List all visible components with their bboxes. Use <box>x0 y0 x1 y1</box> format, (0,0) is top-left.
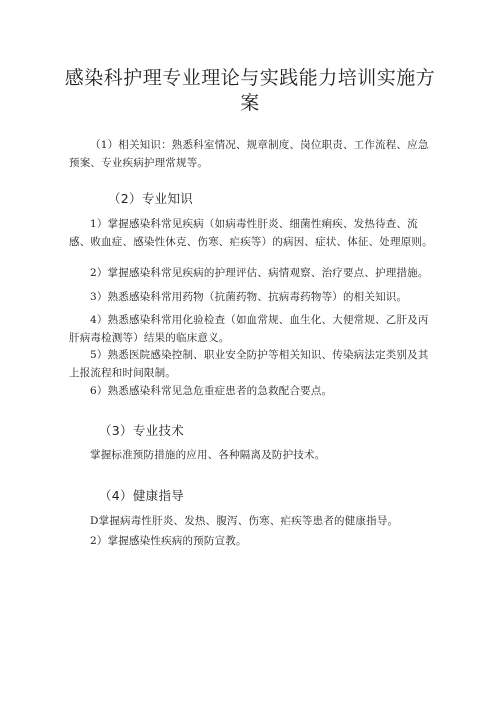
section4-item-2: 2）掌握感染性疾病的预防宣教。 <box>90 535 247 547</box>
section2-heading: （2）专业知识 <box>108 191 194 206</box>
section3-heading: （3）专业技术 <box>99 423 185 438</box>
section2-item-6: 6）熟悉感染科常见急危重症患者的急救配合要点。 <box>90 385 333 397</box>
section1-text: （1）相关知识：熟悉科室情况、规章制度、岗位职责、工作流程、应急预案、专业疾病护理常规等。 <box>69 139 429 169</box>
section4-item-1: D掌握病毒性肝炎、发热、腹泻、伤寒、疟疾等患者的健康指导。 <box>90 515 399 527</box>
section3-text: 掌握标准预防措施的应用、各种隔离及防护技术。 <box>90 449 326 461</box>
section4-heading: （4）健康指导 <box>99 488 185 503</box>
section2-item-4: 4）熟悉感染科常用化验检查（如血常规、血生化、大便常规、乙肝及丙肝病毒检测等）结果的临床意义。 <box>69 314 429 344</box>
document-title: 感染科护理专业理论与实践能力培训实施方案 <box>64 67 436 114</box>
section2-item-3: 3）熟悉感染科常用药物（抗菌药物、抗病毒药物等）的相关知识。 <box>90 291 408 303</box>
section2-item-1: 1）掌握感染科常见疾病（如病毒性肝炎、细菌性痢疾、发热待查、流感、败血症、感染性休克、伤寒、疟疾等）的病因、症状、体征、处理原则。 <box>69 218 433 248</box>
section2-item-5: 5）熟悉医院感染控制、职业安全防护等相关知识、传染病法定类别及其上报流程和时间限制。 <box>69 349 429 379</box>
section2-item-2: 2）掌握感染科常见疾病的护理评估、病情观察、治疗要点、护理措施。 <box>90 267 429 279</box>
